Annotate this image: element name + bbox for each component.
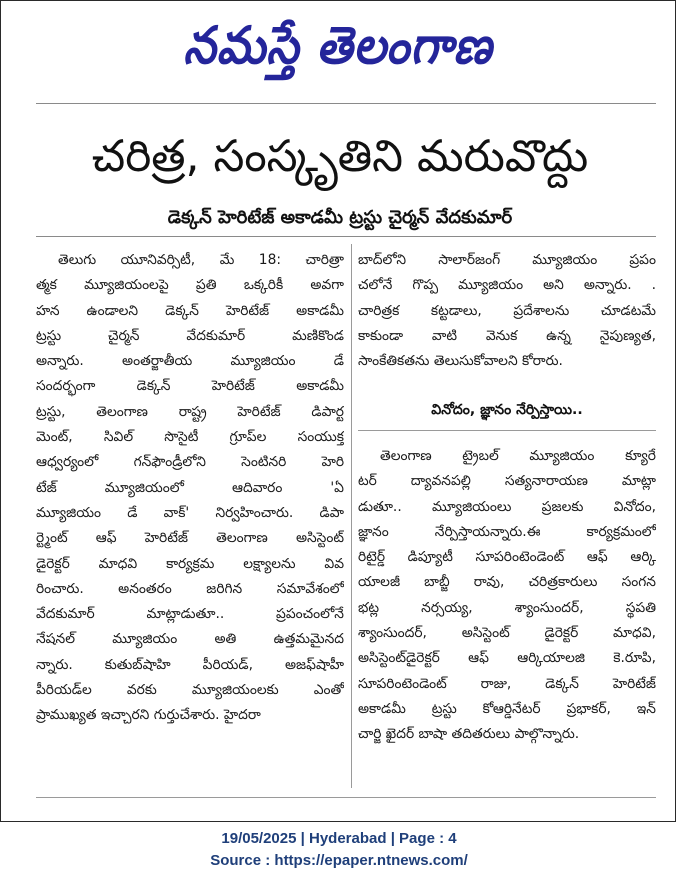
footer [0, 828, 678, 872]
text-line: జ్ఞానం నేర్పిస్తాయన్నారు.ఈ కార్యక్రమంలో [358, 523, 656, 540]
text-line: సాంకేతికతను తెలుసుకోవాలని కోరారు. [358, 353, 563, 370]
text-line: చలోనే గొప్ప మ్యూజియం అని అన్నారు. . [358, 277, 656, 294]
text-line: న్నారు. కుతుబ్‌షాహి పీరియడ్, అజఫ్‌షాహీ [36, 656, 344, 673]
text-line: కాకుండా వాటి వెనుక ఉన్న నైపుణ్యత, [358, 327, 656, 344]
text-line: టర్ ద్యావనపల్లి సత్యనారాయణ మాట్లా [358, 473, 656, 490]
bottom-divider [36, 797, 656, 798]
text-line: సూపరింటెండెంట్ రాజు, డెక్కన్ హెరిటేజ్ [358, 675, 656, 692]
article-headline: చరిత్ర, సంస్కృతిని మరువొద్దు [91, 131, 589, 182]
text-line: భట్ల నర్సయ్య, శ్యాంసుందర్, స్థపతి [358, 599, 656, 616]
text-line: ట్రస్టు, తెలంగాణ రాష్ట్ర హెరిటేజ్ డిపార్ట [36, 403, 344, 420]
text-line: టేజ్ మ్యూజియంలో ఆదివారం 'ఏ [36, 479, 344, 496]
subhead-divider [36, 236, 656, 237]
section-heading: వినోదం, జ్ఞానం నేర్పిస్తాయి.. [431, 402, 583, 418]
text-line: డుతూ.. మ్యూజియంలు ప్రజలకు వినోదం, [358, 498, 656, 515]
text-line: మ్యూజియం డే వాక్' నిర్వహించారు. డిపా [36, 504, 344, 521]
text-line: వేదకుమార్ మాట్లాడుతూ.. ప్రపంచంలోనే [36, 606, 344, 623]
text-line: అన్నారు. అంతర్జాతీయ మ్యూజియం డే [36, 353, 344, 370]
text-line: అసిస్టెంట్‌డైరెక్టర్ ఆఫ్ ఆర్కియాలజి కె.రూపి, [358, 650, 656, 667]
text-line: రిటైర్డ్ డిప్యూటీ సూపరింటెండెంట్ ఆఫ్ ఆర్కి [358, 549, 656, 566]
text-line: తెలుగు యూనివర్సిటీ, మే 18: చారిత్రా [58, 252, 344, 268]
masthead-logo [0, 6, 676, 88]
text-line: నేషనల్ మ్యూజియం అతి ఉత్తమమైనద [36, 631, 344, 648]
text-line: శ్యాంసుందర్, అసిస్టెంట్ డైరెక్టర్ మాధవి, [358, 625, 656, 642]
text-line: ట్రస్టు చైర్మన్ వేదకుమార్ మణికొండ [36, 327, 344, 344]
article-subheadline: డెక్కన్ హెరిటేజ్ అకాడమీ ట్రస్టు చైర్మన్ వేదకుమార్ [167, 207, 513, 228]
text-line: త్మక మ్యూజియంలపై ప్రతి ఒక్కరికీ అవగా [36, 277, 344, 294]
text-line: రించారు. అనంతరం జరిగిన సమావేశంలో [36, 580, 344, 597]
text-line: ప్రాముఖ్యత ఇచ్చారని గుర్తుచేశారు. హైదరా [36, 707, 261, 724]
text-line: మెంట్, సివిల్ సొసైటీ గ్రూప్‌ల సంయుక్త [36, 429, 344, 446]
footer-source: Source : https://epaper.ntnews.com/ [210, 852, 468, 869]
text-line: తెలంగాణ ట్రైబల్ మ్యూజియం క్యూరే [380, 448, 656, 464]
text-line: ఆధ్వర్యంలో గన్‌ఫౌండ్రీలోని సెంటినరి హెరి [36, 454, 344, 471]
text-line: ర్ట్మెంట్ ఆఫ్ హెరిటేజ్ తెలంగాణ అసిస్టెంట్ [36, 530, 344, 547]
text-line: పీరియడ్‌ల వరకు మ్యూజియంలకు ఎంతో [36, 682, 344, 699]
section-divider [358, 430, 656, 431]
masthead-title: నమస్తే తెలంగాణ [183, 14, 493, 76]
text-line: సందర్భంగా డెక్కన్ హెరిటేజ్ అకాడమీ [36, 378, 344, 395]
text-line: చార్జి ఖైదర్ బాషా తదితరులు పాల్గొన్నారు. [358, 726, 580, 743]
right-column-bottom [358, 444, 656, 748]
top-divider [36, 103, 656, 104]
text-line: యాలజీ బాబ్జీ రావు, చరిత్రకారులు సంగన [358, 574, 656, 591]
footer-date-page: 19/05/2025 | Hyderabad | Page : 4 [221, 830, 457, 847]
right-column-top [358, 248, 656, 374]
text-line: అకాడమీ ట్రస్టు కోఆర్డినేటర్ ప్రభాకర్, ఇన్ [358, 700, 656, 717]
column-divider [351, 244, 352, 788]
text-line: బాద్‌లోని సాలార్‌జంగ్ మ్యూజియం ప్రపం [358, 252, 656, 268]
left-column [36, 248, 344, 729]
text-line: చారిత్రక కట్టడాలు, ప్రదేశాలను చూడటమే [358, 302, 656, 319]
text-line: డైరెక్టర్ మాధవి కార్యక్రమ లక్ష్యాలను వివ [36, 555, 344, 572]
text-line: హన ఉండాలని డెక్కన్ హెరిటేజ్ అకాడమీ [36, 302, 344, 319]
